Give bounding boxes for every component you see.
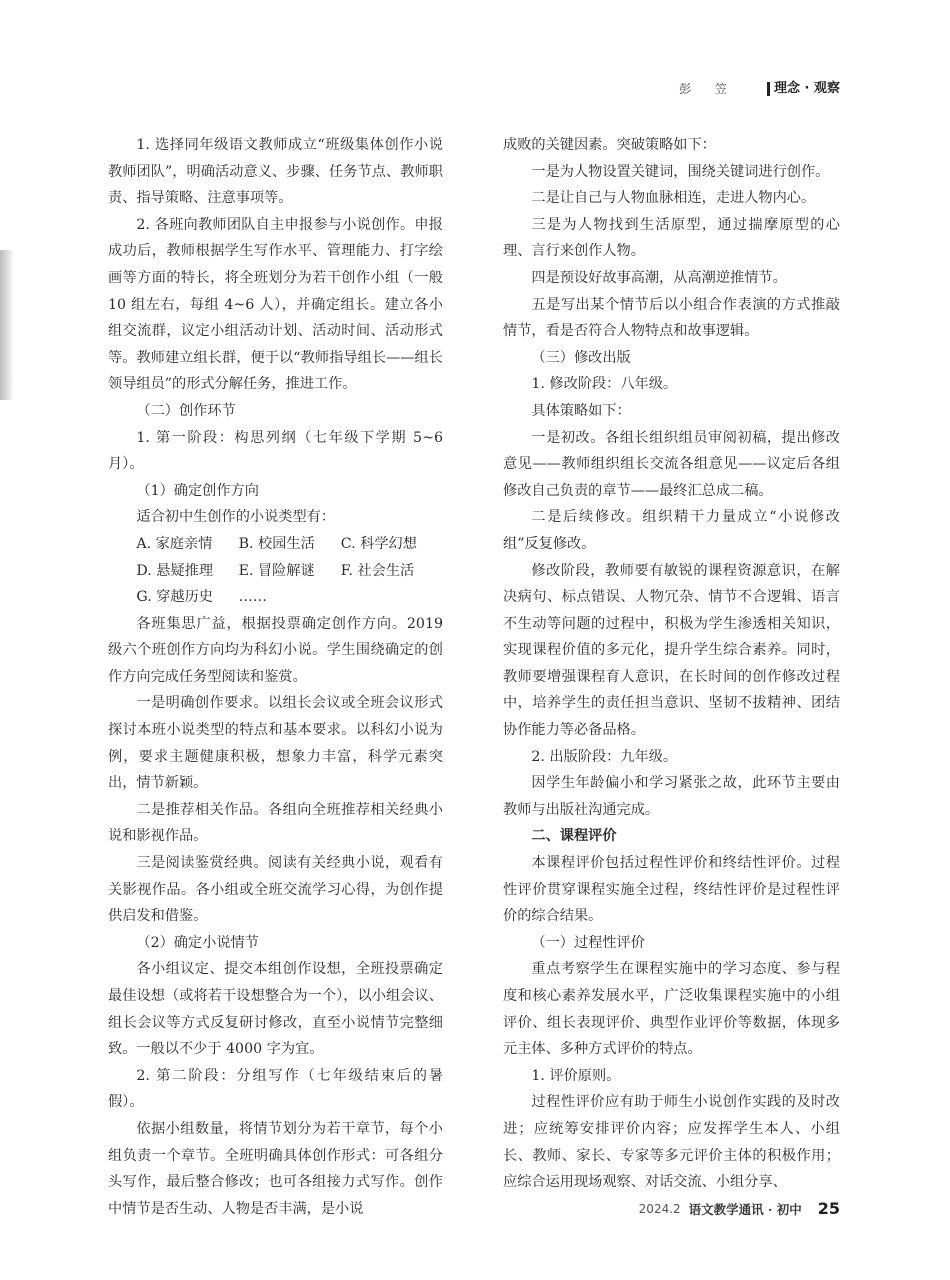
section-heading: 二、课程评价 bbox=[531, 828, 617, 845]
paragraph: 二是后续修改。组织精干力量成立“小说修改组”反复修改。 bbox=[503, 509, 840, 552]
paragraph: 五是写出某个情节后以小组合作表演的方式推敲情节，看是否符合人物特点和故事逻辑。 bbox=[503, 296, 840, 340]
page-header bbox=[679, 80, 840, 97]
journal-name: 语文教学通讯 · 初中 bbox=[688, 1201, 802, 1217]
option-item: …… bbox=[238, 589, 267, 606]
paragraph: 三是阅读鉴赏经典。阅读有关经典小说，观看有关影视作品。各小组或全班交流学习心得，为创作提供启发和借鉴。 bbox=[108, 855, 443, 925]
subheading: （二）创作环节 bbox=[136, 402, 236, 419]
novel-type-options bbox=[108, 531, 443, 611]
option-item: B. 校园生活 bbox=[238, 535, 315, 552]
paragraph: 2. 各班向教师团队自主申报参与小说创作。申报成功后，教师根据学生写作水平、管理能力、打字绘画等方面的特长，将全班划分为若干创作小组（一般 10 组左右，每组 4~6 人），并确定组长。建立各小组交流群，议定小组活动计划、活动时间、活动形式等。教师建立组长群，便于以“教师指导组长——组长领导组员”的形式分解任务，推进工作。 bbox=[108, 216, 443, 393]
paragraph: 各班集思广益，根据投票确定创作方向。2019 级六个班创作方向均为科幻小说。学生围绕确定的创作方向完成任务型阅读和鉴赏。 bbox=[108, 615, 443, 685]
options-row bbox=[108, 584, 443, 611]
author-name: 彭 笠 bbox=[679, 82, 737, 96]
paragraph: 一是明确创作要求。以组长会议或全班会议形式探讨本班小说类型的特点和基本要求。以科幻小说为例，要求主题健康积极，想象力丰富，科学元素突出，情节新颖。 bbox=[108, 695, 443, 792]
paragraph: 具体策略如下： bbox=[531, 402, 631, 419]
paragraph: 1. 第一阶段：构思列纲（七年级下学期 5~6 月）。 bbox=[108, 429, 443, 473]
paragraph: 三是为人物找到生活原型，通过揣摩原型的心理、言行来创作人物。 bbox=[503, 216, 840, 260]
option-item: C. 科学幻想 bbox=[340, 535, 417, 552]
paragraph: 因学生年龄偏小和学习紧张之故，此环节主要由教师与出版社沟通完成。 bbox=[503, 775, 840, 818]
left-column bbox=[108, 132, 443, 1222]
option-item: G. 穿越历史 bbox=[136, 589, 213, 606]
paragraph: 二是让自己与人物血脉相连，走进人物内心。 bbox=[531, 190, 816, 207]
page-edge-shadow bbox=[0, 250, 14, 400]
paragraph: 1. 评价原则。 bbox=[531, 1067, 621, 1084]
option-item: F. 社会生活 bbox=[340, 562, 415, 579]
paragraph: 依据小组数量，将情节划分为若干章节，每个小组负责一个章节。全班明确具体创作形式：可各组分头写作，最后整合修改；也可各组接力式写作。创作中情节是否生动、人物是否丰满，是小说 bbox=[108, 1120, 443, 1217]
option-item: D. 悬疑推理 bbox=[136, 562, 214, 579]
issue-date: 2024.2 bbox=[638, 1201, 681, 1216]
options-row bbox=[108, 558, 443, 585]
subheading: （三）修改出版 bbox=[531, 349, 631, 366]
paragraph: 2. 第二阶段：分组写作（七年级结束后的暑假）。 bbox=[108, 1067, 443, 1111]
paragraph: 2. 出版阶段：九年级。 bbox=[531, 748, 678, 765]
option-item bbox=[341, 584, 443, 611]
option-item: A. 家庭亲情 bbox=[136, 535, 213, 552]
paragraph: 一是为人物设置关键词，围绕关键词进行创作。 bbox=[531, 163, 830, 180]
page-number: 25 bbox=[817, 1199, 840, 1218]
paragraph: 一是初改。各组长组织组员审阅初稿，提出修改意见——教师组织组长交流各组意见——议定后各组修改自己负责的章节——最终汇总成二稿。 bbox=[503, 429, 840, 499]
paragraph: 二是推荐相关作品。各组向全班推荐相关经典小说和影视作品。 bbox=[108, 801, 443, 845]
subheading: （1）确定创作方向 bbox=[136, 482, 259, 499]
subheading: （2）确定小说情节 bbox=[136, 934, 259, 951]
paragraph: 重点考察学生在课程实施中的学习态度、参与程度和核心素养发展水平，广泛收集课程实施中的小组评价、组长表现评价、典型作业评价等数据，体现多元主体、多种方式评价的特点。 bbox=[503, 961, 840, 1058]
right-column bbox=[503, 132, 840, 1196]
paragraph: 四是预设好故事高潮，从高潮逆推情节。 bbox=[531, 269, 787, 286]
paragraph: 各小组议定、提交本组创作设想，全班投票确定最佳设想（或将若干设想整合为一个），以小组会议、组长会议等方式反复研讨修改，直至小说情节完整细致。一般以不少于 4000 字为宜。 bbox=[108, 961, 443, 1058]
page-footer bbox=[639, 1199, 840, 1218]
option-item: E. 冒险解谜 bbox=[238, 562, 315, 579]
paragraph: 1. 修改阶段：八年级。 bbox=[531, 376, 678, 393]
paragraph: 1. 选择同年级语文教师成立“班级集体创作小说教师团队”，明确活动意义、步骤、任务节点、教师职责、指导策略、注意事项等。 bbox=[108, 137, 443, 207]
paragraph: 本课程评价包括过程性评价和终结性评价。过程性评价贯穿课程实施全过程，终结性评价是过程性评价的综合结果。 bbox=[503, 855, 840, 925]
options-row bbox=[108, 531, 443, 558]
section-title: 理念 · 观察 bbox=[767, 82, 840, 96]
subheading: （一）过程性评价 bbox=[531, 934, 645, 951]
paragraph: 过程性评价应有助于师生小说创作实践的及时改进；应统筹安排评价内容；应发挥学生本人、小组长、教师、家长、专家等多元评价主体的积极作用；应综合运用现场观察、对话交流、小组分享、 bbox=[503, 1094, 840, 1191]
paragraph: 成败的关键因素。突破策略如下： bbox=[503, 137, 716, 153]
paragraph: 修改阶段，教师要有敏锐的课程资源意识，在解决病句、标点错误、人物冗杂、情节不合逻辑、语言不生动等问题的过程中，积极为学生渗透相关知识，实现课程价值的多元化，提升学生综合素养。同时，教师要增强课程育人意识，在长时间的创作修改过程中，培养学生的责任担当意识、坚韧不拔精神、团结协作能力等必备品格。 bbox=[503, 562, 840, 739]
paragraph: 适合初中生创作的小说类型有： bbox=[136, 509, 336, 526]
